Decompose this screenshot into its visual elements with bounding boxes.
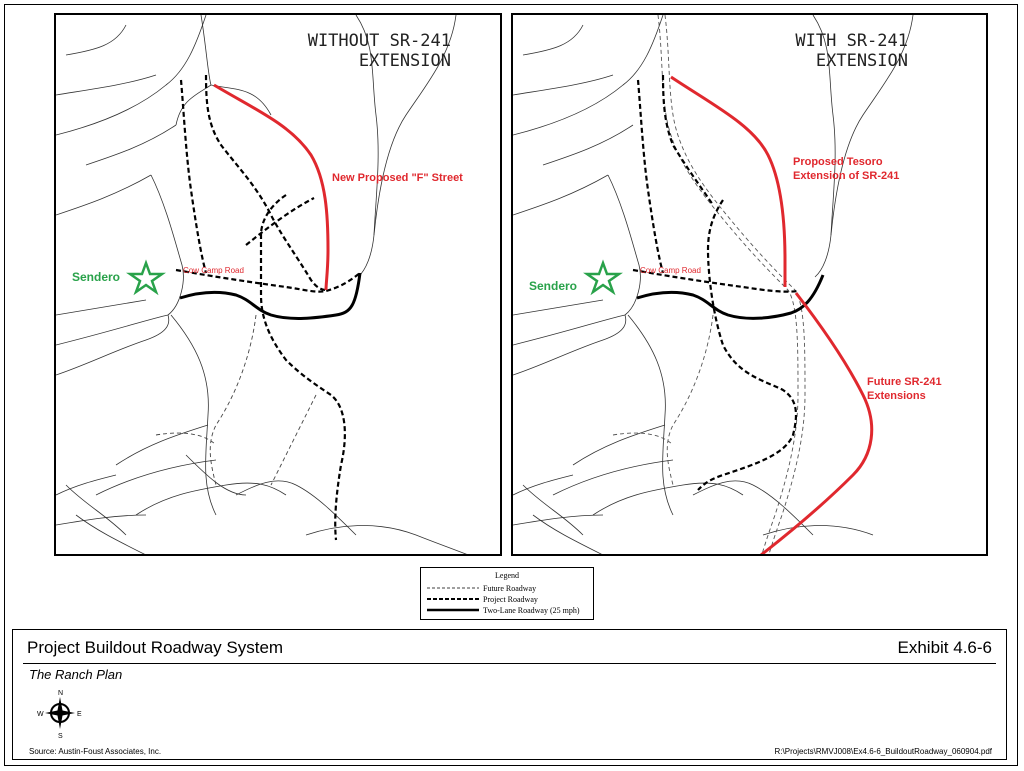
future-sr241-label: [867, 375, 942, 403]
right-map-linework: [513, 15, 988, 556]
source-credit: Source: Austin-Foust Associates, Inc.: [29, 747, 162, 756]
left-project-roads: [176, 75, 360, 540]
tesoro-label-line2: Extension of SR-241: [793, 170, 900, 182]
compass-rose-icon: [37, 688, 83, 738]
right-two-lane-road: [637, 275, 823, 318]
left-map-title: [251, 31, 451, 71]
legend-item-future: [427, 583, 536, 593]
map-legend: [420, 567, 594, 620]
tesoro-extension-line: [671, 77, 785, 287]
compass-e: E: [77, 711, 82, 718]
left-map-linework: [56, 15, 502, 556]
right-title-line2: EXTENSION: [815, 51, 908, 71]
legend-item-two-lane: [427, 605, 580, 615]
tesoro-label: [793, 155, 899, 183]
legend-item-project: [427, 594, 538, 604]
legend-label-two-lane: Two-Lane Roadway (25 mph): [483, 605, 580, 615]
future-sr241-line: [761, 293, 872, 555]
left-title-line2: EXTENSION: [358, 51, 451, 71]
sendero-star-icon: [130, 263, 162, 292]
map-without-extension: [54, 13, 502, 556]
plan-subtitle: The Ranch Plan: [29, 667, 123, 682]
future-label-line1: Future SR-241: [867, 376, 942, 388]
exhibit-number: Exhibit 4.6-6: [897, 638, 992, 657]
right-title-line1: WITH SR-241: [795, 31, 908, 51]
right-map-title: [708, 31, 908, 71]
thin-dashed-line-icon: [427, 585, 479, 591]
exhibit-title: Project Buildout Roadway System: [27, 638, 284, 657]
left-two-lane-road: [180, 273, 360, 318]
thick-dashed-line-icon: [427, 596, 479, 602]
cow-camp-label-left: Cow Camp Road: [183, 266, 244, 275]
sendero-label-left: Sendero: [72, 270, 121, 284]
compass-n: N: [58, 690, 64, 697]
legend-label-project: Project Roadway: [483, 594, 538, 604]
sendero-star-icon-right: [587, 263, 619, 292]
map-with-extension: [511, 13, 988, 556]
title-divider: [23, 663, 996, 664]
left-existing-streets: [56, 15, 476, 556]
legend-title: Legend: [495, 571, 519, 580]
solid-line-icon: [427, 607, 479, 613]
sendero-label-right: Sendero: [529, 279, 578, 293]
legend-label-future: Future Roadway: [483, 583, 537, 593]
title-block: [12, 629, 1007, 760]
future-label-line2: Extensions: [867, 390, 926, 402]
right-project-roads: [633, 75, 798, 490]
compass-s: S: [58, 733, 63, 738]
compass-w: W: [37, 711, 44, 718]
cow-camp-label-right: Cow Camp Road: [640, 266, 701, 275]
file-path: R:\Projects\RMVJ008\Ex4.6-6_BuildoutRoadway_060904.pdf: [774, 747, 992, 756]
left-title-line1: WITHOUT SR-241: [307, 31, 451, 51]
f-street-label: New Proposed "F" Street: [332, 172, 463, 184]
new-f-street-line: [214, 85, 328, 290]
right-sr241-corridor: [613, 15, 805, 556]
tesoro-label-line1: Proposed Tesoro: [793, 156, 883, 168]
left-future-roads: [156, 315, 316, 485]
